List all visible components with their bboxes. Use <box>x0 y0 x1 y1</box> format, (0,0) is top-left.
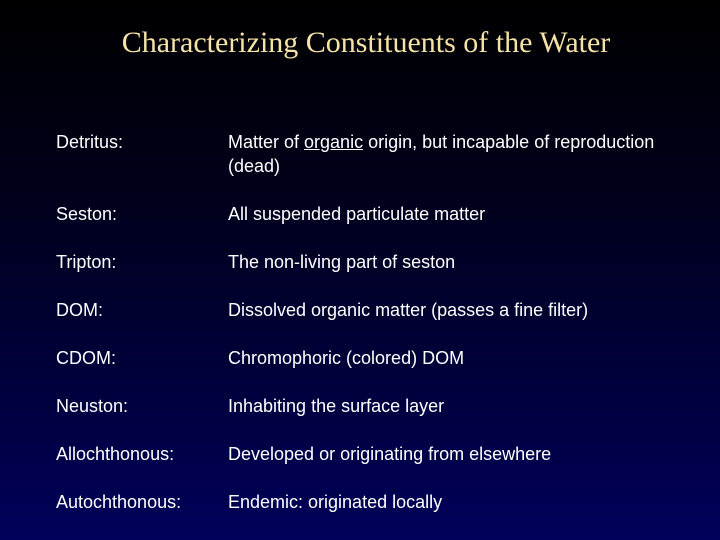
definition-text: Matter of <box>228 132 305 152</box>
definition-text: origin, but incapable of reproduction (dead) <box>228 132 655 176</box>
term-label: CDOM: <box>56 348 116 368</box>
term-label: Detritus: <box>56 132 124 152</box>
term-definition: Chromophoric (colored) DOM <box>228 348 465 368</box>
definition-underlined-text: organic <box>304 132 364 152</box>
term-label: DOM: <box>56 300 103 320</box>
term-label: Seston: <box>56 204 118 224</box>
term-label: Tripton: <box>56 252 117 272</box>
term-definition: Inhabiting the surface layer <box>228 396 445 416</box>
term-definition: All suspended particulate matter <box>228 204 486 224</box>
slide-title: Characterizing Constituents of the Water <box>121 26 611 59</box>
term-label: Allochthonous: <box>56 444 175 464</box>
term-definition: Endemic: originated locally <box>228 492 443 512</box>
term-label: Neuston: <box>56 396 129 416</box>
term-label: Autochthonous: <box>56 492 182 512</box>
term-definition: Dissolved organic matter (passes a fine filter) <box>228 300 589 320</box>
term-definition <box>228 130 668 178</box>
term-definition: Developed or originating from elsewhere <box>228 444 552 464</box>
term-definition: The non-living part of seston <box>228 252 456 272</box>
